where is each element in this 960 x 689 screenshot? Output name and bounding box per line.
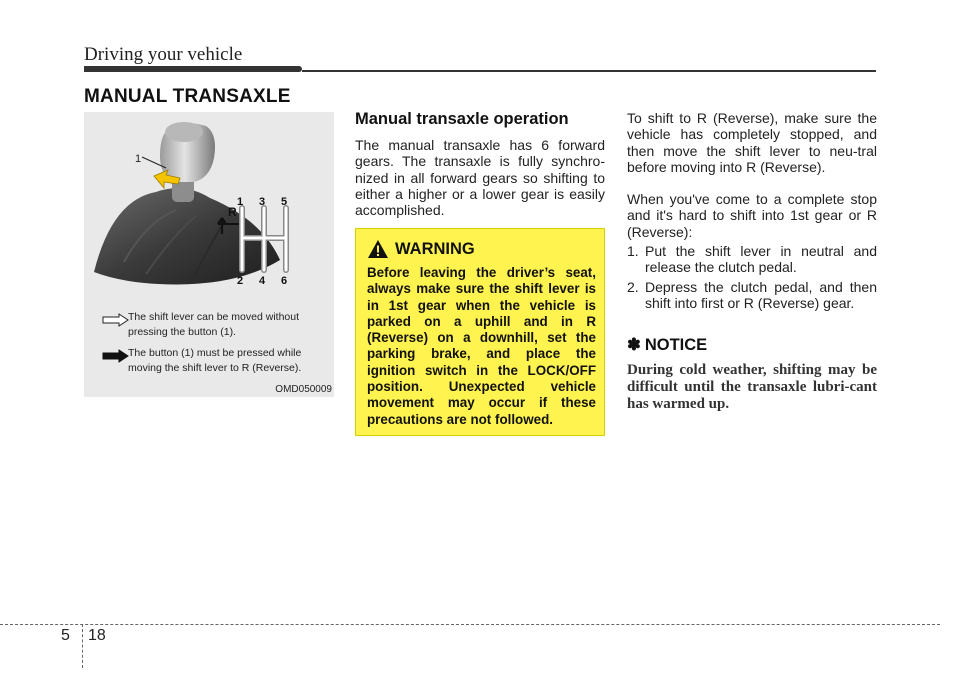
gear-label-6: 6 [281, 275, 288, 287]
reverse-paragraph: To shift to R (Reverse), make sure the vehicle has completely stopped, and then move the shift lever to neu-tral before moving into R (Reverse). [627, 110, 877, 175]
warning-box [355, 228, 605, 436]
notice-text: During cold weather, shifting may be difficult until the transaxle lubri-cant has warmed up. [627, 362, 877, 413]
gear-label-1: 1 [237, 196, 244, 208]
legend-text-outline: The shift lever can be moved without pressing the button (1). [128, 311, 300, 338]
step-text: Depress the clutch pedal, and then shift into first or R (Reverse) gear. [645, 278, 877, 311]
page-number: 18 [88, 627, 106, 644]
gear-label-r: R [228, 205, 237, 219]
chapter-title: Driving your vehicle [84, 44, 243, 65]
notice-asterisk-icon: ✽ [627, 336, 641, 355]
gear-label-5: 5 [281, 196, 288, 208]
callout-number-1: 1 [135, 153, 142, 165]
gear-label-2: 2 [237, 275, 244, 287]
section-number: 5 [61, 627, 70, 644]
step-number: 2. [627, 278, 639, 295]
right-column [627, 110, 877, 413]
gear-label-3: 3 [259, 196, 266, 208]
legend-text-solid: The button (1) must be pressed while moving the shift lever to R (Reverse). [128, 347, 302, 374]
outline-arrow-icon [102, 313, 130, 327]
header-rule-thick [84, 66, 302, 72]
shift-lever-illustration [84, 112, 334, 302]
warning-header [367, 239, 596, 259]
step-1 [627, 243, 877, 276]
operation-body: The manual transaxle has 6 forward gears. The transaxle is fully synchro-nized in all forward gears so shifting to either a higher or a lower gear is easily accomplished. [355, 137, 605, 219]
figure-code: OMD050009 [275, 384, 332, 395]
operation-column [355, 110, 605, 218]
notice-title: NOTICE [644, 335, 708, 354]
shift-lever-figure [84, 112, 334, 397]
step-text: Put the shift lever in neutral and release the clutch pedal. [645, 243, 877, 276]
warning-text: Before leaving the driver’s seat, always make sure the shift lever is in 1st gear when the vehicle is parked on a uphill and in R (Reverse) on a downhill, set the parking brake, and place the ignition switch in the LOCK/OFF position. Unexpected vehicle movement may occur if these precautions are not followed. [367, 265, 596, 427]
warning-title: WARNING [395, 239, 475, 258]
solid-arrow-icon [102, 349, 130, 363]
operation-heading: Manual transaxle operation [355, 110, 569, 128]
figure-legend [84, 302, 334, 397]
footer-rule [0, 624, 940, 625]
section-title: MANUAL TRANSAXLE [84, 86, 291, 107]
notice-header [627, 335, 877, 355]
warning-triangle-icon [367, 239, 389, 259]
step-2 [627, 279, 877, 312]
header-rule-thin [302, 70, 876, 72]
hard-shift-paragraph: When you've come to a complete stop and it's hard to shift into 1st gear or R (Reverse): [627, 191, 877, 240]
footer-divider [82, 624, 83, 668]
gear-label-4: 4 [259, 275, 266, 287]
step-number: 1. [627, 243, 639, 260]
